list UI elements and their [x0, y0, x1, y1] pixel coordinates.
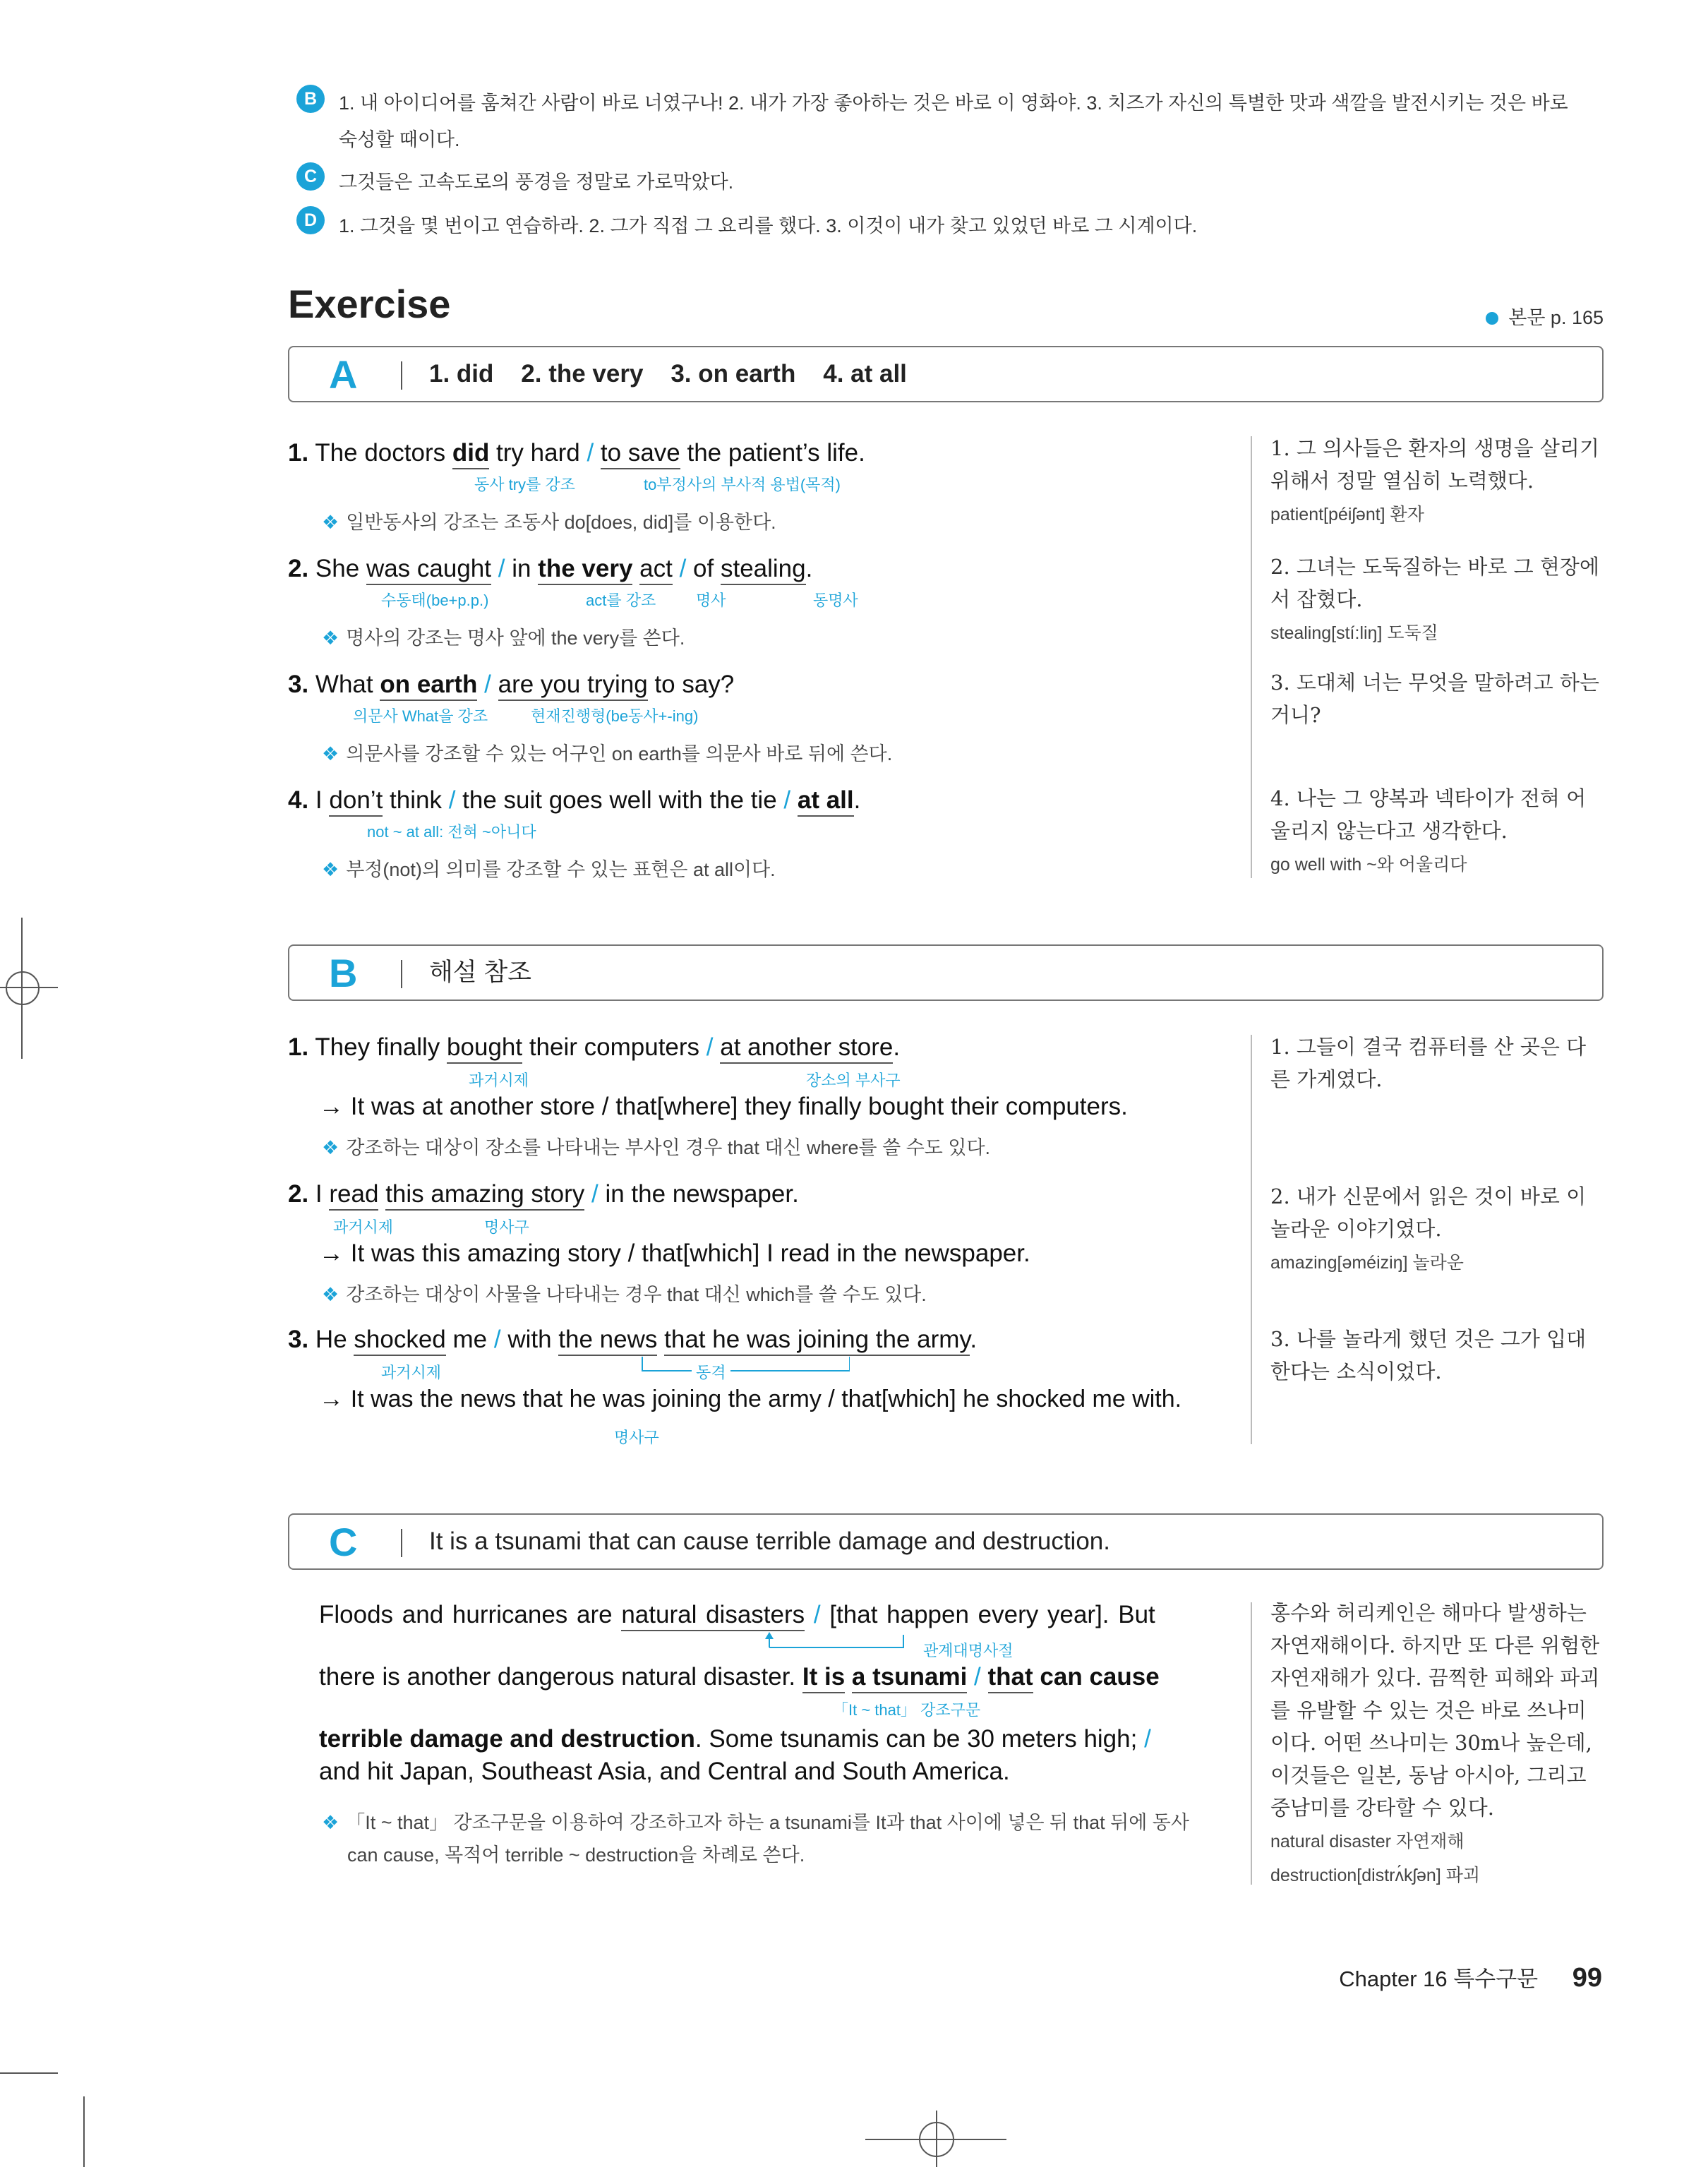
a1-translation: 1. 그 의사들은 환자의 생명을 살리기 위해서 정말 열심히 노력했다. patient[péiʃənt] 환자 [1270, 436, 1599, 524]
a2-annotation-3: 명사 [696, 592, 726, 609]
appositive-bracket [641, 1355, 850, 1376]
a2-annotation-1: 수동태(be+p.p.) [381, 592, 489, 609]
chapter-title: 특수구문 [1453, 1967, 1539, 1991]
a3-annotation-1: 의문사 What을 강조 [353, 707, 488, 725]
divider [401, 361, 402, 390]
c-passage-line-2: there is another dangerous natural disaster. It is a tsunami / that can cause [319, 1663, 1160, 1691]
c-passage-line-1: Floods and hurricanes are natural disasters / [that happen every year]. But [319, 1601, 1155, 1629]
column-divider [1251, 1602, 1252, 1885]
a3-note: ❖ 의문사를 강조할 수 있는 어구인 on earth를 의문사 바로 뒤에 쓴다. [322, 743, 893, 764]
diamond-icon: ❖ [322, 859, 339, 880]
a1-annotation-1: 동사 try를 강조 [474, 476, 575, 493]
b1-note: ❖ 강조하는 대상이 장소를 나타내는 부사인 경우 that 대신 where를 쓸 수도 있다. [322, 1137, 991, 1158]
diamond-icon: ❖ [322, 1812, 339, 1833]
a2-note: ❖ 명사의 강조는 명사 앞에 the very를 쓴다. [322, 628, 685, 649]
badge-b: B [296, 85, 325, 113]
a2-sentence: 2. She was caught / in the very act / of stealing. [288, 555, 812, 583]
top-answer-b-cont: 숙성할 때이다. [339, 129, 460, 150]
relative-clause-bracket [762, 1632, 910, 1653]
a4-note: ❖ 부정(not)의 의미를 강조할 수 있는 표현은 at all이다. [322, 859, 776, 880]
c-translation: 홍수와 허리케인은 해마다 발생하는 자연재해이다. 하지만 또 다른 위험한 자연재해가 있다. 끔찍한 피해와 파괴를 유발할 수 있는 것은 바로 쓰나미이다. 어떤 쓰나미는 30m나 높은데, 이것들은 일본, 동남 아시아, 그리고 중남미를 강타할 수 있다. natural disaster 자연재해 destruction[distrʌ́kʃən] 파괴 [1270, 1601, 1600, 1885]
a4-translation: 4. 나는 그 양복과 넥타이가 전혀 어울리지 않는다고 생각한다. go well with ~와 어울리다 [1270, 786, 1587, 875]
b1-sentence: 1. They finally bought their computers / at another store. [288, 1033, 900, 1062]
section-a-header [288, 346, 1604, 402]
c-note-1: ❖ 「It ~ that」 강조구문을 이용하여 강조하고자 하는 a tsunami를 It과 that 사이에 넣은 뒤 that 뒤에 동사 [322, 1812, 1189, 1833]
chapter-number: Chapter 16 [1339, 1967, 1448, 1991]
a1-note: ❖ 일반동사의 강조는 조동사 do[does, did]를 이용한다. [322, 512, 776, 533]
b3-annotation-3: 명사구 [614, 1429, 659, 1446]
b2-annotation-1: 과거시제 [333, 1218, 394, 1236]
crop-mark [0, 2072, 58, 2074]
badge-c: C [296, 162, 325, 191]
b3-translation: 3. 나를 놀라게 했던 것은 그가 입대한다는 소식이었다. [1270, 1327, 1587, 1383]
b2-sentence: 2. I read this amazing story / in the newspaper. [288, 1180, 799, 1208]
b1-rewrite: → It was at another store / that[where] they finally bought their computers. [319, 1093, 1128, 1120]
a3-annotation-2: 현재진행형(be동사+-ing) [531, 707, 699, 725]
a4-annotation-1: not ~ at all: 전혀 ~아니다 [367, 823, 536, 841]
a2-translation: 2. 그녀는 도둑질하는 바로 그 현장에서 잡혔다. stealing[stí:liŋ] 도둑질 [1270, 555, 1599, 643]
badge-d: D [296, 206, 325, 234]
section-c-answers: It is a tsunami that can cause terrible damage and destruction. [429, 1527, 1110, 1555]
c-passage-line-3: terrible damage and destruction. Some tsunamis can be 30 meters high; / [319, 1725, 1151, 1753]
b2-annotation-2: 명사구 [484, 1218, 529, 1236]
diamond-icon: ❖ [322, 743, 339, 764]
diamond-icon: ❖ [322, 628, 339, 649]
a1-annotation-2: to부정사의 부사적 용법(목적) [644, 476, 841, 493]
section-letter: C [329, 1520, 358, 1564]
top-answer-d: 1. 그것을 몇 번이고 연습하라. 2. 그가 직접 그 요리를 했다. 3. 이것이 내가 찾고 있었던 바로 그 시계이다. [339, 215, 1198, 236]
b3-rewrite: → It was the news that he was joining the army / that[which] he shocked me with. [319, 1385, 1182, 1412]
divider [401, 960, 402, 988]
c-annotation-2: 「It ~ that」 강조구문 [833, 1701, 981, 1719]
b1-annotation-2: 장소의 부사구 [806, 1072, 901, 1089]
a3-sentence: 3. What on earth / are you trying to say? [288, 671, 734, 699]
diamond-icon: ❖ [322, 512, 339, 533]
section-c-header [288, 1513, 1604, 1570]
b2-note: ❖ 강조하는 대상이 사물을 나타내는 경우 that 대신 which를 쓸 수도 있다. [322, 1284, 927, 1305]
page-footer [1339, 1961, 1602, 1993]
a3-translation: 3. 도대체 너는 무엇을 말하려고 하는 거니? [1270, 671, 1599, 727]
page-reference: 본문 p. 165 [1486, 302, 1604, 330]
arrow-icon: → [319, 1239, 351, 1267]
b2-translation: 2. 내가 신문에서 읽은 것이 바로 이 놀라운 이야기였다. amazing[əméiziŋ] 놀라운 [1270, 1184, 1587, 1273]
section-b-header [288, 944, 1604, 1001]
diamond-icon: ❖ [322, 1284, 339, 1305]
section-b-answers: 해설 참조 [429, 959, 531, 986]
column-divider [1251, 436, 1252, 878]
b1-annotation-1: 과거시제 [469, 1072, 529, 1089]
crop-mark-circle [6, 971, 40, 1005]
b1-translation: 1. 그들이 결국 컴퓨터를 산 곳은 다른 가게였다. [1270, 1035, 1587, 1091]
section-letter: B [329, 951, 358, 995]
b3-annotation-2: 동격 [692, 1361, 730, 1383]
exercise-title: Exercise [288, 282, 451, 326]
c-note-2: can cause, 목적어 terrible ~ destruction을 차례로 쓴다. [347, 1844, 805, 1866]
page-number: 99 [1572, 1963, 1602, 1993]
a4-sentence: 4. I don’t think / the suit goes well with the tie / at all. [288, 786, 860, 815]
a2-annotation-4: 동명사 [813, 592, 858, 609]
column-divider [1251, 1035, 1252, 1444]
arrow-icon: → [319, 1093, 351, 1120]
a1-sentence: 1. The doctors did try hard / to save the patient’s life. [288, 439, 865, 467]
c-annotation-1: 관계대명사절 [923, 1642, 1014, 1659]
divider [401, 1529, 402, 1557]
arrow-icon: → [319, 1385, 351, 1412]
diamond-icon: ❖ [322, 1137, 339, 1158]
a2-annotation-2: act를 강조 [586, 592, 656, 609]
top-answer-c: 그것들은 고속도로의 풍경을 정말로 가로막았다. [339, 172, 734, 193]
top-answer-b: 1. 내 아이디어를 훔쳐간 사람이 바로 너였구나! 2. 내가 가장 좋아하는 것은 바로 이 영화야. 3. 치즈가 자신의 특별한 맛과 색깔을 발전시키는 것은 바로 [339, 92, 1568, 114]
crop-mark-circle [919, 2122, 954, 2157]
bullet-icon [1486, 312, 1498, 325]
c-passage-line-4: and hit Japan, Southeast Asia, and Central and South America. [319, 1758, 1010, 1785]
section-a-answers: 1. did 2. the very 3. on earth 4. at all [429, 360, 907, 388]
b2-rewrite: → It was this amazing story / that[which] I read in the newspaper. [319, 1239, 1030, 1267]
b3-annotation-1: 과거시제 [381, 1364, 442, 1381]
crop-mark [83, 2096, 85, 2167]
section-letter: A [329, 352, 358, 397]
b3-sentence: 3. He shocked me / with the news that he was joining the army. [288, 1326, 977, 1354]
